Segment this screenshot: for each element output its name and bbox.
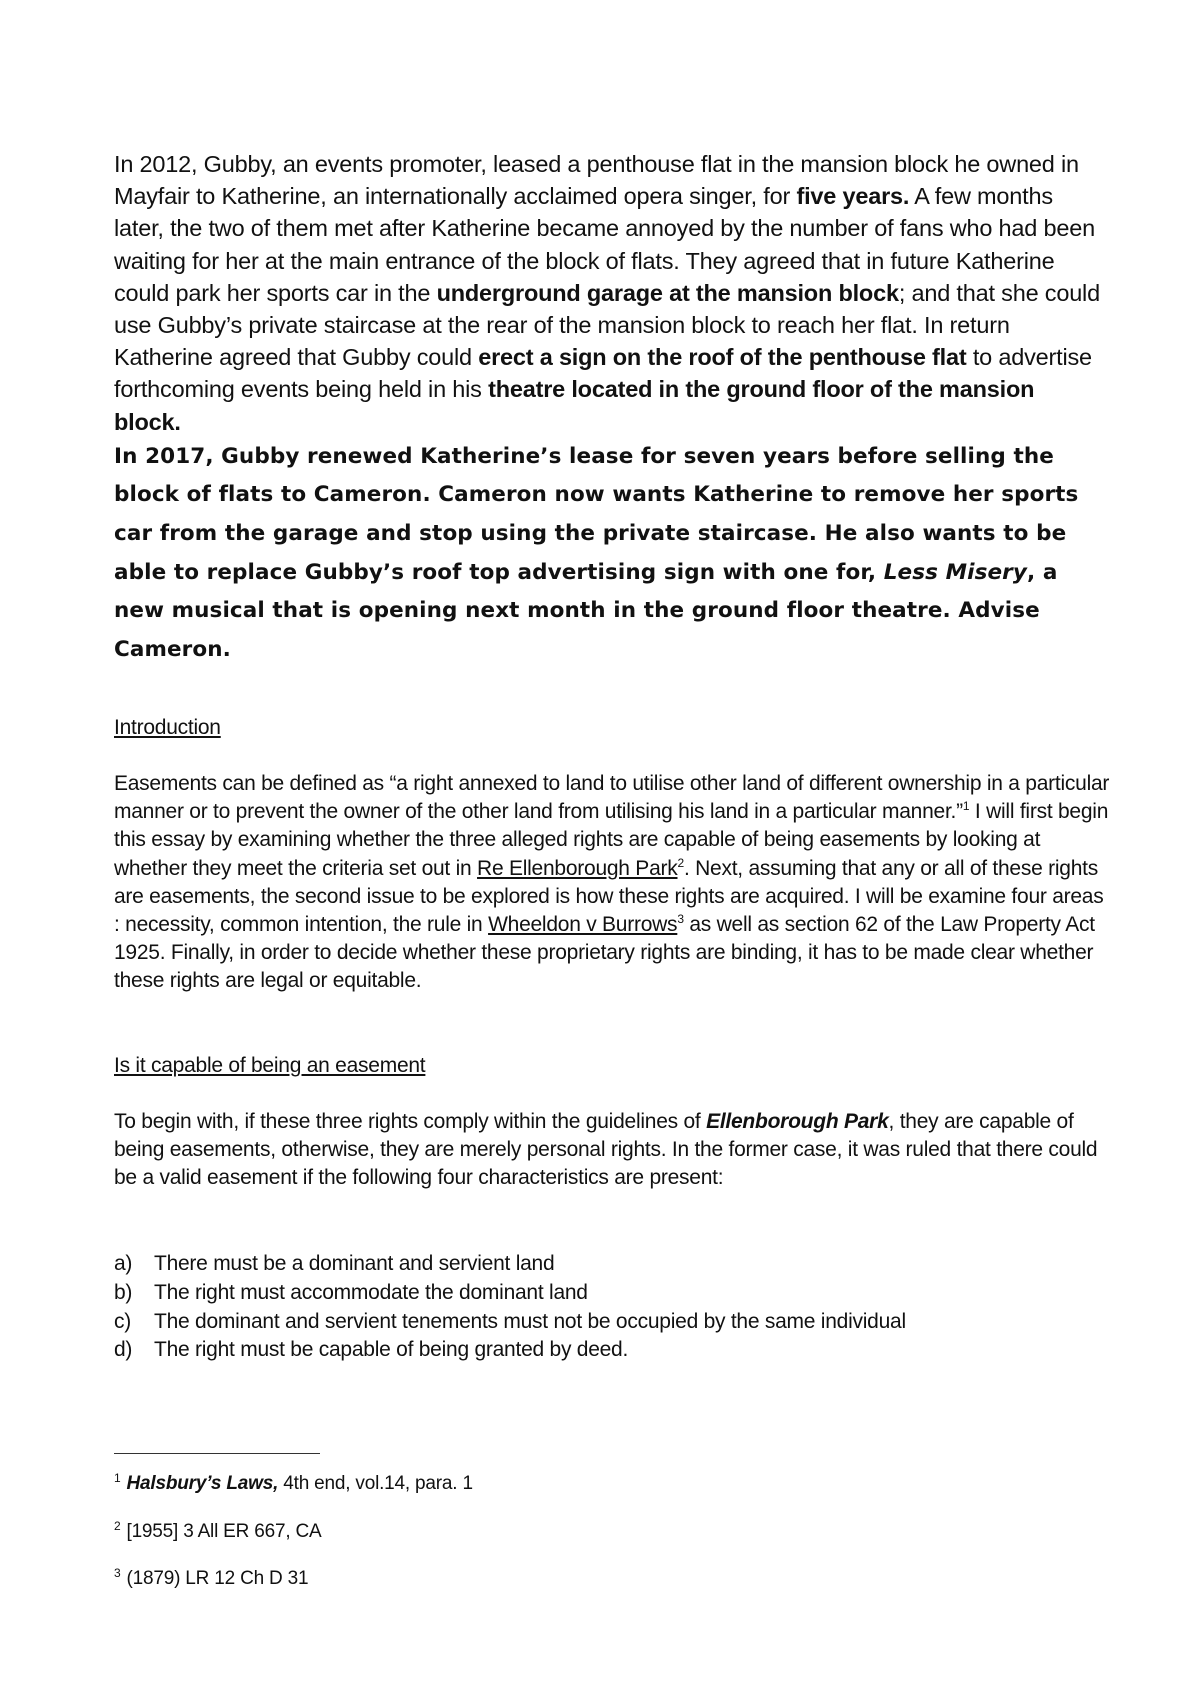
case-name: Ellenborough Park [706, 1110, 889, 1133]
question-text: , a new musical that is opening next month in the ground floor theatre. Advise Cameron. [114, 559, 1058, 662]
capable-paragraph [114, 1108, 1114, 1193]
question-text: to advertise forthcoming events being held in his [114, 344, 1092, 403]
section-heading-introduction: Introduction [114, 716, 221, 739]
criteria-list [114, 1250, 906, 1365]
introduction-paragraph [114, 770, 1114, 996]
musical-title: Less Misery [883, 559, 1027, 585]
list-item [114, 1308, 906, 1337]
body-text: Easements can be defined as “a right annexed to land to utilise other land of different ownership in a particular manner or to prevent the owner of the other land from utilising his land in a particular manner.” [114, 772, 1110, 824]
question-emphasis: theatre located in the ground floor of the mansion block. [114, 376, 1035, 435]
footnote-source: Halsbury’s Laws, [126, 1473, 279, 1494]
list-item-text: The right must be capable of being granted by deed. [154, 1338, 629, 1362]
question-text: In 2017, Gubby renewed Katherine’s lease for seven years before selling the block of flats to Cameron. Cameron now wants Katherine to remove her sports car from the garage and stop using the private staircase. He also wants to be able to replace Gubby’s roof top advertising sign with one for, [114, 443, 1079, 585]
footnote-3 [114, 1567, 308, 1591]
footnote-text: 4th end, vol.14, para. 1 [278, 1473, 473, 1494]
footnote-text: (1879) LR 12 Ch D 31 [126, 1568, 309, 1589]
list-marker: c) [114, 1309, 131, 1333]
list-item-text: There must be a dominant and servient land [154, 1252, 555, 1275]
question-emphasis: erect a sign on the roof of the penthouse flat [478, 344, 967, 371]
footnote-number: 2 [114, 1519, 121, 1533]
footnote-number: 3 [114, 1566, 121, 1580]
question-emphasis: underground garage at the mansion block [436, 279, 899, 306]
footnote-ref[interactable]: 3 [677, 912, 684, 927]
footnote-ref[interactable]: 2 [677, 855, 684, 870]
footnote-1 [114, 1472, 473, 1496]
body-text: . Next, assuming that any or all of these rights are easements, the second issue to be explored is how these rights are acquired. I will be examine four areas : necessity, common intention, the rule in [114, 856, 1104, 937]
question-paragraph-2 [114, 438, 1104, 670]
body-text: To begin with, if these three rights comply within the guidelines of [114, 1110, 707, 1133]
list-item-text: The dominant and servient tenements must not be occupied by the same individual [154, 1309, 906, 1333]
footnote-2 [114, 1520, 322, 1544]
list-marker: d) [114, 1338, 133, 1362]
body-text: I will first begin this essay by examining whether the three alleged rights are capable of being easements by looking at whether they meet the criteria set out in [114, 800, 1109, 880]
list-marker: b) [114, 1280, 133, 1304]
list-item [114, 1336, 906, 1365]
footnote-separator [114, 1453, 320, 1454]
question-text: ; and that she could use Gubby’s private staircase at the rear of the mansion block to reach her flat. In return Katherine agreed that Gubby could [114, 279, 1100, 371]
question-paragraph-1 [114, 148, 1104, 438]
question-emphasis: five years. [796, 183, 910, 210]
question-text: In 2012, Gubby, an events promoter, leased a penthouse flat in the mansion block he owned in Mayfair to Katherine, an internationally acclaimed opera singer, for [114, 151, 1079, 210]
case-name: Wheeldon v Burrows [488, 913, 678, 937]
body-text: as well as section 62 of the Law Property Act 1925. Finally, in order to decide whether these proprietary rights are binding, it has to be made clear whether these rights are legal or equitable. [114, 913, 1095, 993]
question-text: A few months later, the two of them met after Katherine became annoyed by the number of fans who had been waiting for her at the main entrance of the block of flats. They agreed that in future Katherine could park her sports car in the [114, 183, 1095, 306]
list-item [114, 1250, 906, 1279]
body-text: , they are capable of being easements, otherwise, they are merely personal rights. In the former case, it was ruled that there could be a valid easement if the following four characteristics are present: [114, 1110, 1098, 1190]
problem-question [114, 148, 1104, 669]
list-marker: a) [114, 1252, 133, 1275]
list-item-text: The right must accommodate the dominant land [154, 1280, 588, 1304]
case-name: Re Ellenborough Park [477, 856, 678, 880]
section-heading-capable: Is it capable of being an easement [114, 1054, 426, 1077]
list-item [114, 1279, 906, 1308]
footnote-ref[interactable]: 1 [962, 799, 970, 814]
footnote-number: 1 [114, 1471, 121, 1485]
footnote-text: [1955] 3 All ER 667, CA [126, 1521, 322, 1542]
